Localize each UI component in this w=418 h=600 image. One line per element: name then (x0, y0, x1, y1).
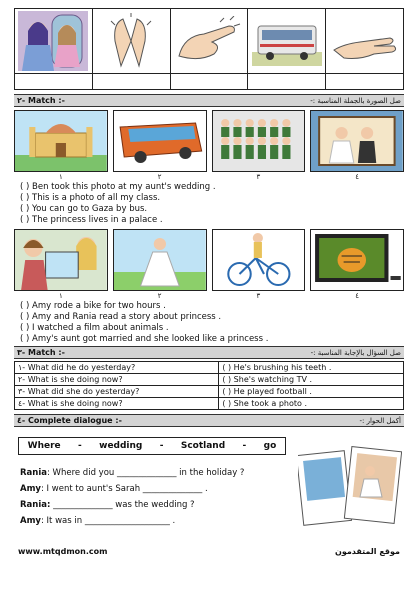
picture-row-2 (14, 229, 404, 301)
question-cell: ٣- What did she do yesterday? (15, 386, 219, 398)
section-title-arabic: صل السؤال بالإجابة المناسبة :- (310, 348, 401, 357)
picture-number: ٢ (157, 292, 162, 300)
section-title-arabic: صل الصورة بالجملة المناسبة :- (310, 96, 401, 105)
top-image-cell (171, 9, 249, 89)
top-image-cell (248, 9, 326, 89)
section-title: ٢- Match :- (17, 96, 65, 105)
section-header (14, 94, 404, 107)
open-hand-image (326, 9, 403, 73)
word-separator: - (78, 441, 82, 451)
speaker: Amy (20, 484, 41, 494)
palace-image (14, 110, 108, 172)
answer-cell: ( ) He played football . (219, 386, 404, 398)
bride-image (113, 229, 207, 291)
footer-site-name: موقع المتقدمون (334, 547, 400, 556)
class-photo-image (212, 110, 306, 172)
section-header (14, 346, 404, 359)
picture-number: ٤ (355, 292, 359, 300)
speaker: Rania: (20, 500, 51, 510)
picture-number: ١ (58, 173, 63, 181)
sentences-1 (14, 182, 404, 226)
top-image-cell (326, 9, 403, 89)
top-image-cell (93, 9, 171, 89)
wedding-photo-image (310, 110, 404, 172)
section-header (14, 414, 404, 427)
line-text: : It was in ____________________ . (40, 516, 176, 526)
word: go (263, 441, 277, 451)
footer-url[interactable]: www.mtqdmon.com (18, 547, 108, 556)
girls-reading-image (14, 229, 108, 291)
word: wedding (99, 441, 143, 451)
section-title: ٤- Complete dialogue :- (17, 416, 122, 425)
picture-item (310, 229, 404, 301)
top-image-row (14, 8, 404, 90)
question-cell: ١- What did he do yesterday? (15, 362, 219, 374)
tv-tiger-image (310, 229, 404, 291)
line-text: ______________ was the wedding ? (50, 500, 195, 510)
princess-mirror-image (15, 9, 92, 73)
table-row (15, 398, 404, 410)
worksheet-page (14, 8, 404, 594)
sentences-2 (14, 301, 404, 345)
photo-album-image (298, 443, 402, 533)
match-sentence: ( ) This is a photo of all my class. (20, 193, 161, 203)
match-table (14, 361, 404, 410)
question-cell: ٤- What is she doing now? (15, 398, 219, 410)
match-sentence: ( ) Ben took this photo at my aunt's wedding . (20, 182, 216, 192)
bike-image (212, 229, 306, 291)
picture-item (310, 110, 404, 182)
picture-item (14, 229, 108, 301)
picture-number: ٢ (157, 173, 162, 181)
match-sentence: ( ) I watched a film about animals . (20, 323, 169, 333)
picture-number: ٤ (355, 173, 359, 181)
match-sentence: ( ) Amy and Rania read a story about princess . (20, 312, 222, 322)
red-bus-image (113, 110, 207, 172)
table-row (15, 374, 404, 386)
top-image-cell (15, 9, 93, 89)
picture-row-1 (14, 110, 404, 182)
dialogue-area (14, 437, 404, 545)
answer-cell: ( ) He's brushing his teeth . (219, 362, 404, 374)
picture-item (113, 229, 207, 301)
word-bank (18, 437, 286, 455)
clap-hands-image (93, 9, 170, 73)
picture-number: ١ (58, 292, 63, 300)
answer-cell: ( ) She took a photo . (219, 398, 404, 410)
speaker: Amy (20, 516, 41, 526)
answer-blank (171, 73, 248, 89)
answer-blank (93, 73, 170, 89)
answer-blank (248, 73, 325, 89)
match-sentence: ( ) You can go to Gaza by bus. (20, 204, 148, 214)
table-row (15, 362, 404, 374)
section-title-arabic: أكمل الحوار :- (359, 416, 401, 425)
match-sentence: ( ) Amy's aunt got married and she looked like a princess . (20, 334, 269, 344)
bus-image (248, 9, 325, 73)
footer (14, 547, 404, 556)
answer-cell: ( ) She's watching TV . (219, 374, 404, 386)
word: Scotland (180, 441, 226, 451)
picture-item (113, 110, 207, 182)
picture-item (212, 110, 306, 182)
word: Where (27, 441, 61, 451)
speaker: Rania (20, 468, 47, 478)
line-text: : Where did you ______________ in the holiday ? (46, 468, 245, 478)
picture-number: ٣ (256, 173, 261, 181)
answer-blank (15, 73, 92, 89)
section-title: ٣- Match :- (17, 348, 65, 357)
picture-number: ٣ (256, 292, 261, 300)
picture-item (212, 229, 306, 301)
line-text: : I went to aunt's Sarah ______________ . (40, 484, 208, 494)
table-row (15, 386, 404, 398)
answer-blank (326, 73, 403, 89)
question-cell: ٢- What is she doing now? (15, 374, 219, 386)
snap-fingers-image (171, 9, 248, 73)
match-sentence: ( ) The princess lives in a palace . (20, 215, 163, 225)
word-separator: - (242, 441, 247, 451)
match-sentence: ( ) Amy rode a bike for two hours . (20, 301, 166, 311)
word-separator: - (159, 441, 164, 451)
picture-item (14, 110, 108, 182)
